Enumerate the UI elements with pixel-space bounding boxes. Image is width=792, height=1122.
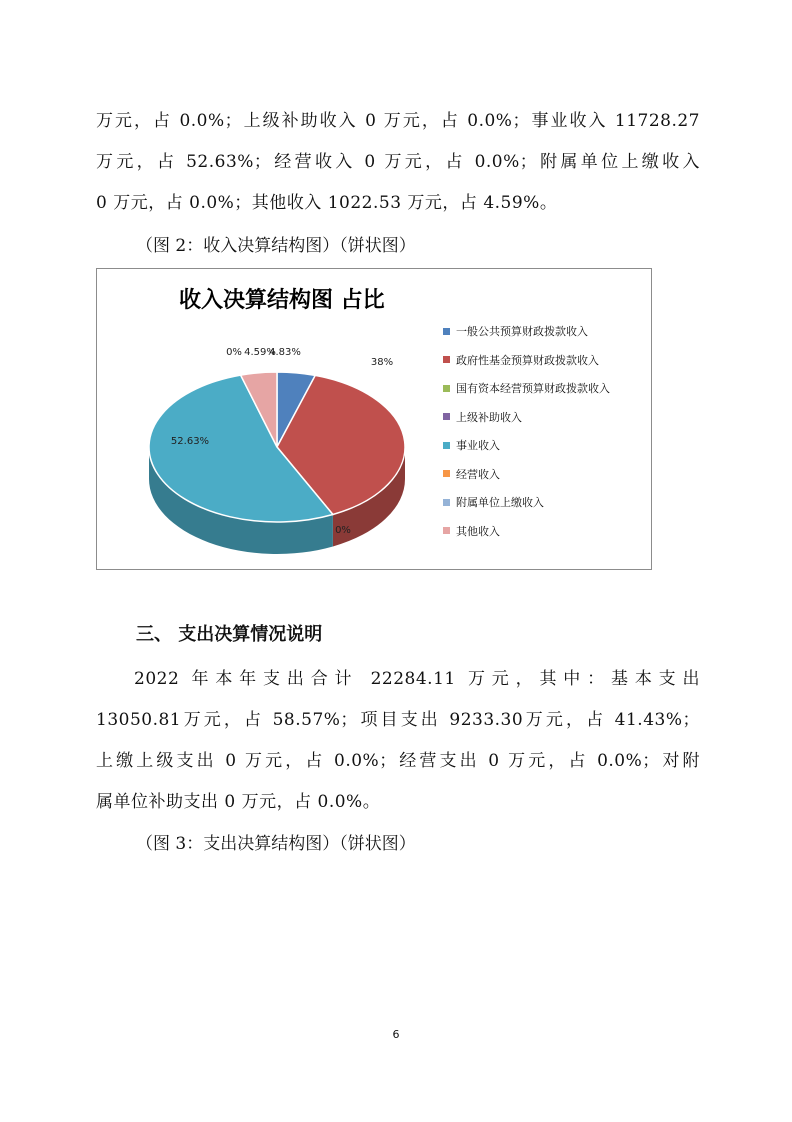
legend-swatch [443,328,450,335]
figure-3-caption: （图 3：支出决算结构图）（饼状图） [136,834,416,854]
page-number: 6 [392,1028,400,1041]
legend-label: 附属单位上缴收入 [456,496,544,510]
legend-item [443,374,648,403]
income-pie-chart [96,268,652,570]
legend-item [443,403,648,432]
paragraph-line: 13050.81万元，占 58.57%；项目支出 9233.30万元，占 41.43%； [96,710,700,730]
legend-swatch [443,385,450,392]
pie-data-label: 0% [226,347,242,358]
pie-data-label: 4.59% [244,347,276,358]
legend-label: 经营收入 [456,467,500,481]
chart-legend [443,317,648,545]
legend-label: 政府性基金预算财政拨款收入 [456,353,599,367]
pie-data-label: 0% [335,525,351,536]
legend-label: 一般公共预算财政拨款收入 [456,325,588,339]
legend-swatch [443,442,450,449]
legend-label: 事业收入 [456,439,500,453]
pie-data-label: 52.63% [170,436,210,447]
legend-item [443,460,648,489]
legend-item [443,346,648,375]
legend-item [443,431,648,460]
legend-label: 国有资本经营预算财政拨款收入 [456,382,610,396]
paragraph-line: 属单位补助支出 0 万元，占 0.0%。 [96,792,381,812]
paragraph-line: 万元，占 52.63%；经营收入 0 万元，占 0.0%；附属单位上缴收入 [96,152,700,172]
pie-data-label: 38% [370,357,394,368]
pie-data-label: 4.83% [269,347,301,358]
paragraph-line: 上缴上级支出 0 万元，占 0.0%；经营支出 0 万元，占 0.0%；对附 [96,751,700,771]
legend-item [443,488,648,517]
figure-2-caption: （图 2：收入决算结构图）（饼状图） [136,236,416,256]
legend-item [443,517,648,546]
legend-item [443,317,648,346]
paragraph-line: 0 万元，占 0.0%；其他收入 1022.53 万元，占 4.59%。 [96,193,558,213]
income-paragraph [96,101,700,224]
section-3-heading: 三、 支出决算情况说明 [136,624,323,645]
expense-paragraph [96,659,700,823]
paragraph-line: 2022 年本年支出合计 22284.11 万元，其中：基本支出 [134,669,700,689]
legend-label: 上级补助收入 [456,410,522,424]
legend-swatch [443,413,450,420]
chart-title: 收入决算结构图 占比 [179,288,385,313]
paragraph-line: 万元，占 0.0%；上级补助收入 0 万元，占 0.0%；事业收入 11728.27 [96,111,700,131]
legend-swatch [443,499,450,506]
legend-swatch [443,356,450,363]
legend-label: 其他收入 [456,524,500,538]
pie-plot [97,269,437,569]
legend-swatch [443,470,450,477]
legend-swatch [443,527,450,534]
